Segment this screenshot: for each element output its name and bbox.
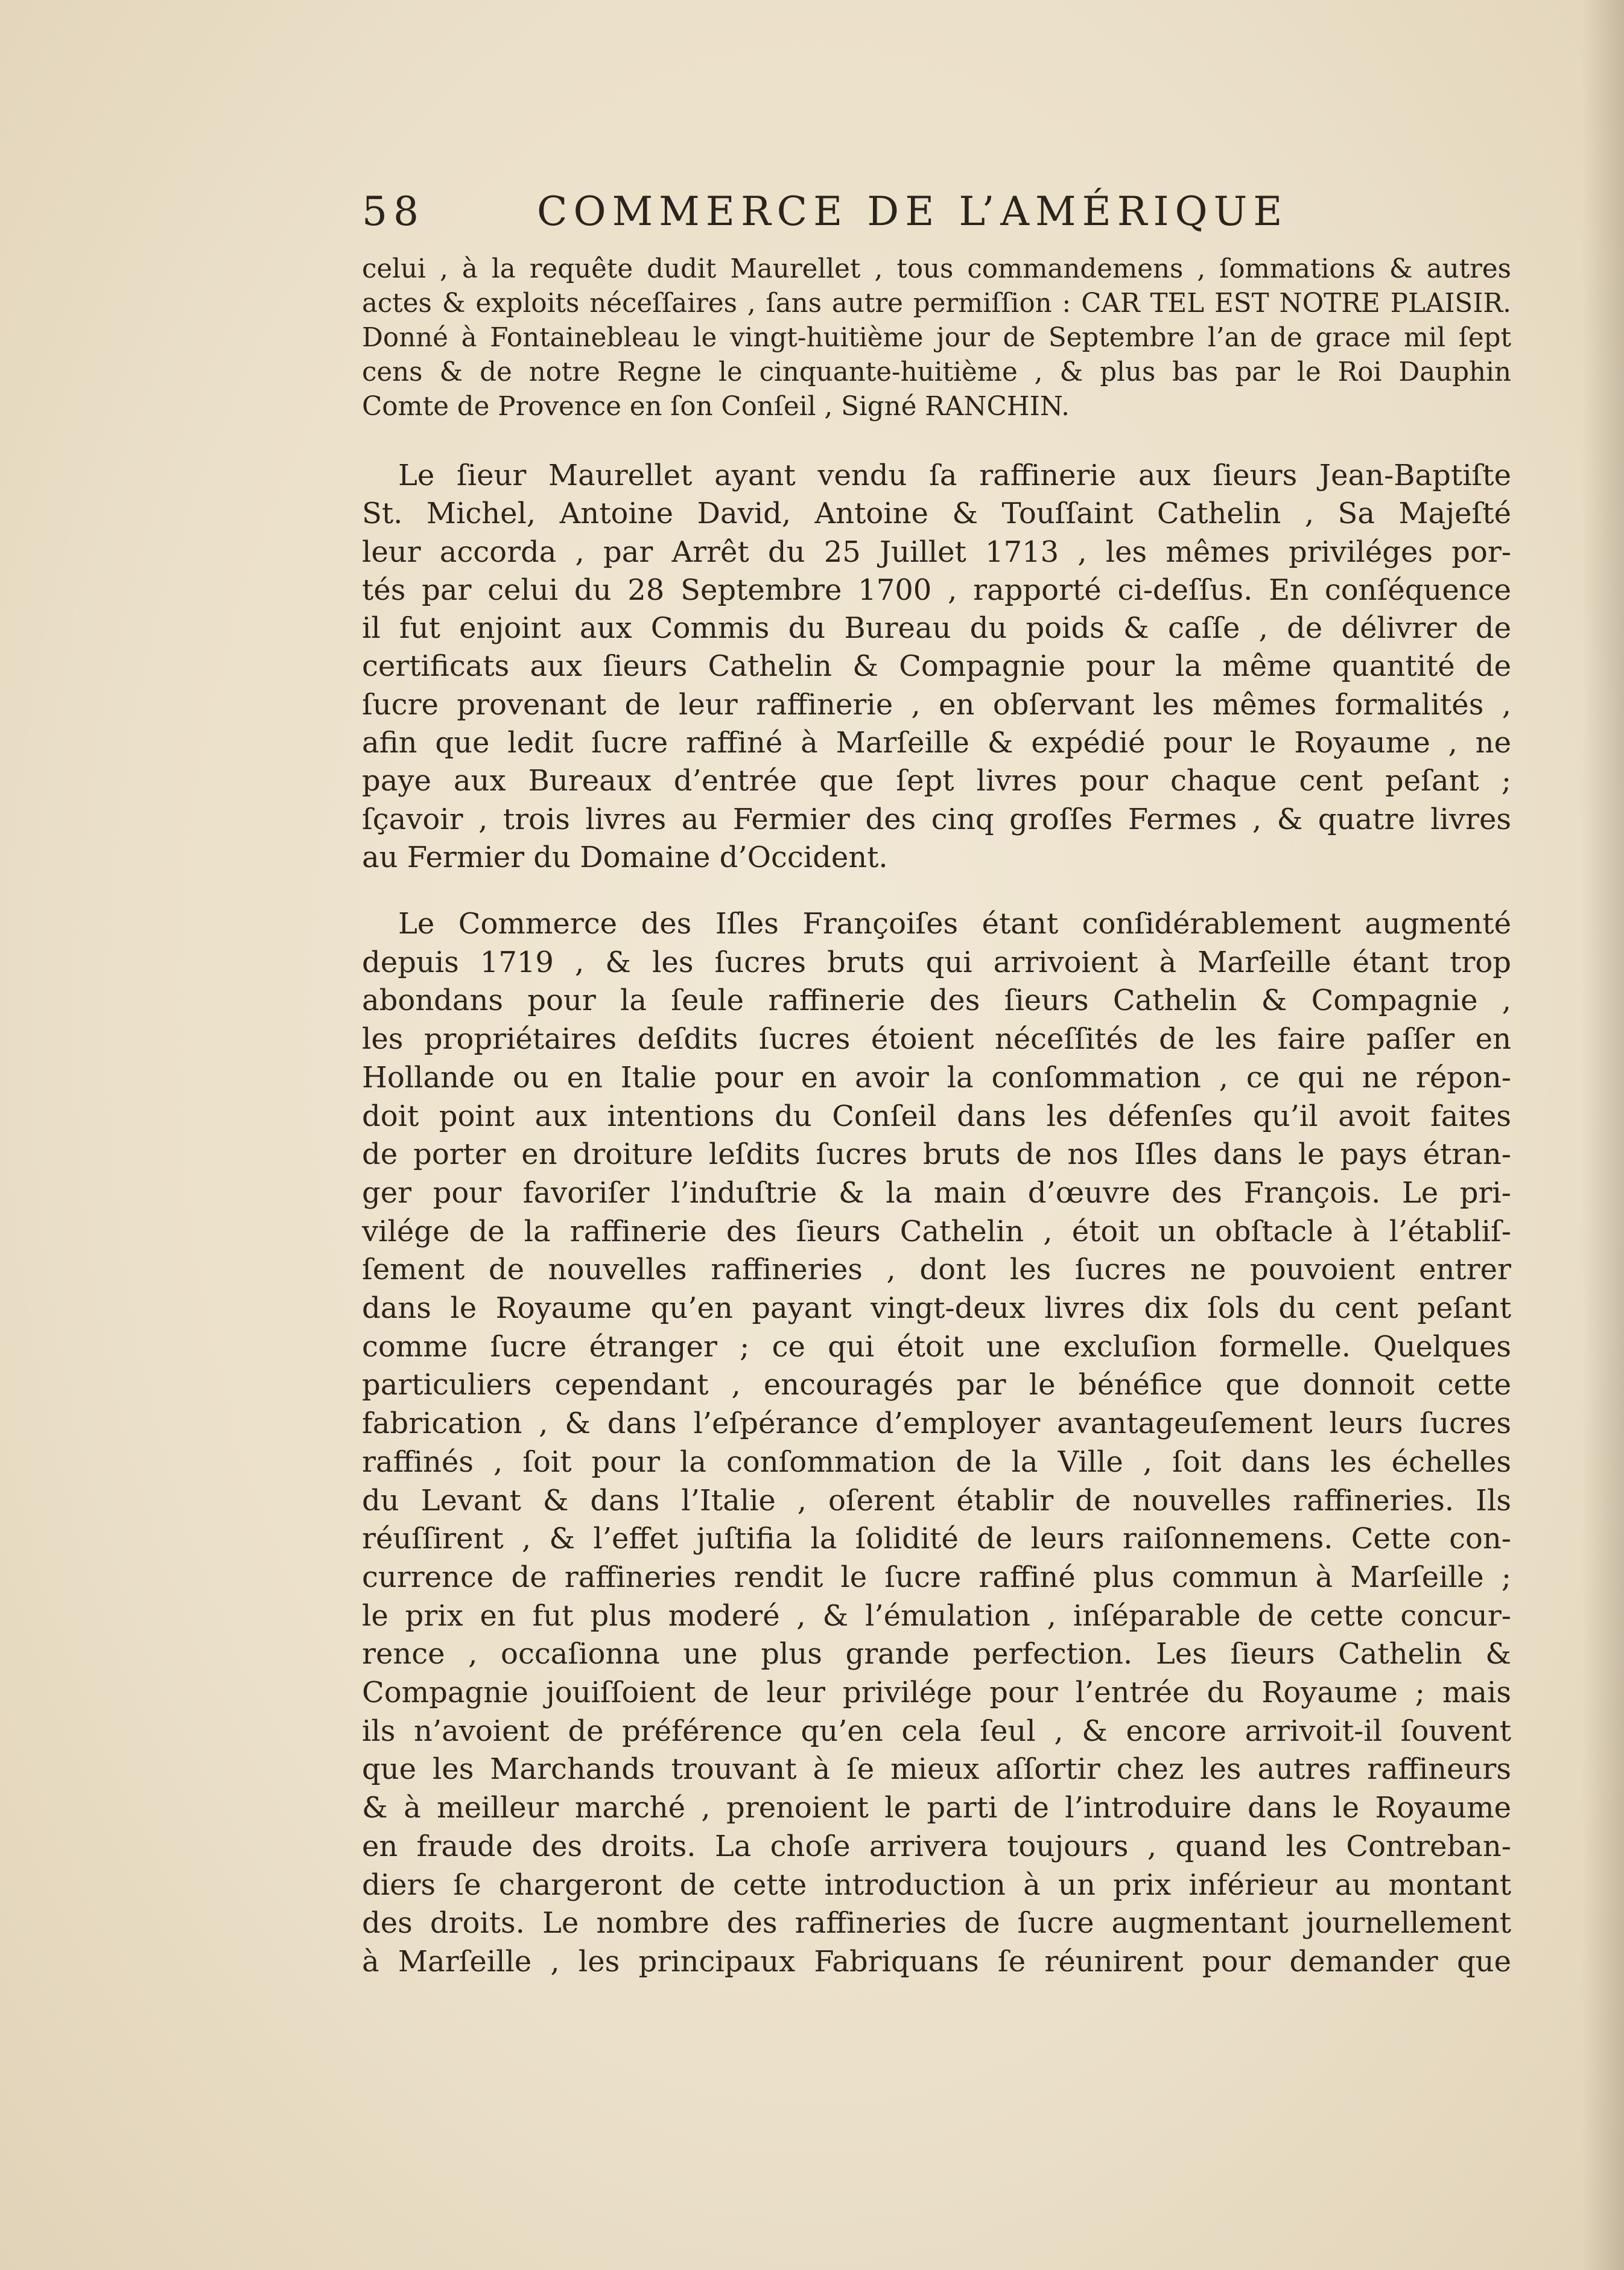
paragraph-commerce bbox=[362, 905, 1511, 1982]
text-line: du Levant & dans l’Italie , oſerent établir de nouvelles raffineries. Ils bbox=[362, 1483, 1511, 1518]
text-line: de porter en droiture leſdits ſucres bruts de nos Iſles dans le pays étran- bbox=[362, 1137, 1511, 1172]
text-line: ſucre provenant de leur raffinerie , en obſervant les mêmes formalités , bbox=[362, 687, 1511, 722]
text-line: raffinés , ſoit pour la conſommation de la Ville , ſoit dans les échelles bbox=[362, 1445, 1511, 1479]
paragraph-maurellet bbox=[362, 457, 1511, 877]
text-line: des droits. Le nombre des raffineries de ſucre augmentant journellement bbox=[362, 1906, 1511, 1941]
text-line: paye aux Bureaux d’entrée que ſept livres pour chaque cent peſant ; bbox=[362, 764, 1511, 798]
text-line: Comte de Provence en ſon Conſeil , Signé RANCHIN. bbox=[362, 392, 1070, 422]
text-line: afin que ledit ſucre raffiné à Marſeille & expédié pour le Royaume , ne bbox=[362, 726, 1511, 760]
text-line: Le Commerce des Iſles Françoiſes étant conſidérablement augmenté bbox=[398, 907, 1511, 941]
text-line: certificats aux ſieurs Cathelin & Compagnie pour la même quantité de bbox=[362, 649, 1511, 684]
decree-conclusion bbox=[362, 252, 1511, 424]
text-line: Hollande ou en Italie pour en avoir la conſommation , ce qui ne répon- bbox=[362, 1060, 1511, 1095]
text-line: ils n’avoient de préférence qu’en cela ſeul , & encore arrivoit-il ſouvent bbox=[362, 1714, 1511, 1748]
text-line: vilége de la raffinerie des ſieurs Cathelin , étoit un obſtacle à l’établiſ- bbox=[362, 1214, 1511, 1248]
text-line: comme ſucre étranger ; ce qui étoit une excluſion formelle. Quelques bbox=[362, 1329, 1511, 1364]
text-line: Donné à Fontainebleau le vingt-huitième jour de Septembre l’an de grace mil ſept bbox=[362, 323, 1511, 353]
text-line: depuis 1719 , & les ſucres bruts qui arrivoient à Marſeille étant trop bbox=[362, 945, 1511, 979]
text-line: Le ſieur Maurellet ayant vendu ſa raffinerie aux ſieurs Jean-Baptiſte bbox=[398, 459, 1511, 492]
text-line: à Marſeille , les principaux Fabriquans ſe réunirent pour demander que bbox=[362, 1944, 1511, 1979]
text-line: rence , occaſionna une plus grande perfection. Les ſieurs Cathelin & bbox=[362, 1637, 1511, 1671]
text-line: doit point aux intentions du Conſeil dans les défenſes qu’il avoit faites bbox=[362, 1099, 1511, 1133]
text-line: diers ſe chargeront de cette introduction à un prix inférieur au montant bbox=[362, 1868, 1511, 1902]
text-line: au Fermier du Domaine d’Occident. bbox=[362, 840, 888, 874]
text-line: cens & de notre Regne le cinquante-huitième , & plus bas par le Roi Dauphin bbox=[362, 357, 1511, 387]
text-line: ſement de nouvelles raffineries , dont les ſucres ne pouvoient entrer bbox=[362, 1253, 1511, 1287]
text-line: & à meilleur marché , prenoient le parti de l’introduire dans le Royaume bbox=[362, 1791, 1511, 1825]
text-line: celui , à la requête dudit Maurellet , tous commandemens , ſommations & autres bbox=[362, 254, 1511, 284]
text-line: actes & exploits néceſſaires , ſans autre permiſſion : CAR TEL EST NOTRE PLAISIR. bbox=[362, 288, 1511, 319]
text-line: tés par celui du 28 Septembre 1700 , rapporté ci-deſſus. En conſéquence bbox=[362, 573, 1511, 607]
text-line: particuliers cependant , encouragés par le bénéfice que donnoit cette bbox=[362, 1368, 1511, 1402]
text-line: les propriétaires deſdits ſucres étoient néceſſités de les faire paſſer en bbox=[362, 1022, 1511, 1057]
text-line: il fut enjoint aux Commis du Bureau du poids & caſſe , de délivrer de bbox=[362, 611, 1511, 646]
text-line: fabrication , & dans l’eſpérance d’employer avantageuſement leurs ſucres bbox=[362, 1407, 1511, 1441]
page-edge-shadow bbox=[1582, 0, 1624, 2270]
text-line: que les Marchands trouvant à ſe mieux aſſortir chez les autres raffineurs bbox=[362, 1752, 1511, 1787]
text-line: réuſſirent , & l’effet juſtifia la ſolidité de leurs raiſonnemens. Cette con- bbox=[362, 1522, 1511, 1556]
page-header bbox=[362, 188, 1351, 249]
page-number: 58 bbox=[362, 188, 425, 235]
text-line: ger pour favoriſer l’induſtrie & la main d’œuvre des François. Le pri- bbox=[362, 1175, 1511, 1210]
running-title: COMMERCE DE L’AMÉRIQUE bbox=[537, 188, 1289, 235]
text-line: dans le Royaume qu’en payant vingt-deux livres dix ſols du cent peſant bbox=[362, 1291, 1511, 1326]
text-line: leur accorda , par Arrêt du 25 Juillet 1713 , les mêmes priviléges por- bbox=[362, 535, 1511, 569]
text-line: en fraude des droits. La choſe arrivera toujours , quand les Contreban- bbox=[362, 1829, 1511, 1863]
text-line: abondans pour la ſeule raffinerie des ſieurs Cathelin & Compagnie , bbox=[362, 984, 1511, 1018]
text-line: St. Michel, Antoine David, Antoine & Touſſaint Cathelin , Sa Majeſté bbox=[362, 497, 1511, 531]
text-line: ſçavoir , trois livres au Fermier des cinq groſſes Fermes , & quatre livres bbox=[362, 802, 1511, 836]
text-line: Compagnie jouiſſoient de leur privilége pour l’entrée du Royaume ; mais bbox=[362, 1676, 1511, 1710]
text-line: le prix en fut plus moderé , & l’émulation , inſéparable de cette concur- bbox=[362, 1598, 1511, 1633]
text-line: currence de raffineries rendit le ſucre raffiné plus commun à Marſeille ; bbox=[362, 1560, 1511, 1594]
